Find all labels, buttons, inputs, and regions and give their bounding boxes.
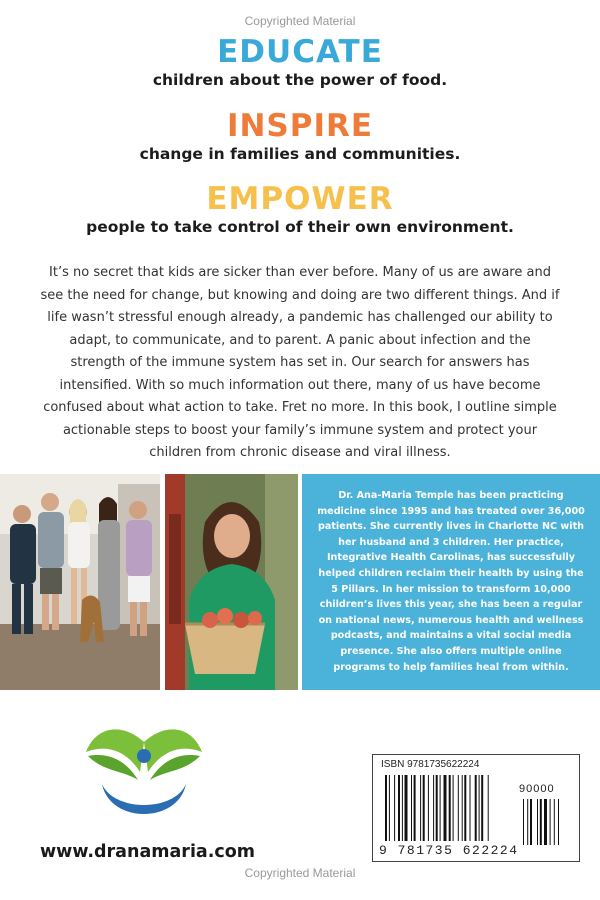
headline-inspire: INSPIRE xyxy=(226,108,374,144)
book-description: It’s no secret that kids are sicker than ever before. Many of us are aware and see the need for change, but knowing and doing are two different things. And if life wasn’t stressful enough already, a pandemic has challenged our ability to adapt, to communicate, and to parent. A panic about infection and the strength of the immune system has set in. Our search for answers has intensified. With so much information out there, many of us have become confused about what action to take. Fret no more. In this book, I outline simple actionable steps to boost your family’s immune system and protect your children from chronic disease and viral illness. xyxy=(40,265,560,460)
website-url: www.dranamaria.com xyxy=(40,842,256,862)
headline-empower: EMPOWER xyxy=(206,181,394,217)
headline-inspire-sub: change in families and communities. xyxy=(139,145,461,163)
watermark-bottom: Copyrighted Material xyxy=(244,866,356,880)
barcode xyxy=(372,754,580,862)
family-photo xyxy=(0,474,160,690)
author-photo xyxy=(165,474,298,690)
headline-educate: EDUCATE xyxy=(217,34,383,70)
watermark-top: Copyrighted Material xyxy=(244,14,356,28)
brand-logo xyxy=(82,712,206,836)
barcode-bars xyxy=(383,775,573,845)
isbn-number: 9 781735 622224 xyxy=(379,843,519,858)
author-bio-panel xyxy=(302,474,600,690)
isbn-label: ISBN 9781735622224 xyxy=(381,759,480,770)
headline-empower-sub: people to take control of their own environment. xyxy=(86,218,514,236)
author-bio-text: Dr. Ana-Maria Temple has been practicing medicine since 1995 and has treated over 36,000 patients. She currently lives in Charlotte NC with her husband and 3 children. Her practice, Integrative Health Carolinas, has successfully helped children reclaim their health by using the 5 Pillars. In her mission to transform 10,000 children’s lives this year, she has been a regular on national news, numerous health and wellness podcasts, and maintains a vital social media presence. She also offers multiple online programs to help families heal from within. xyxy=(317,490,585,673)
headline-educate-sub: children about the power of food. xyxy=(152,71,448,89)
price-code: 90000 xyxy=(519,783,555,795)
